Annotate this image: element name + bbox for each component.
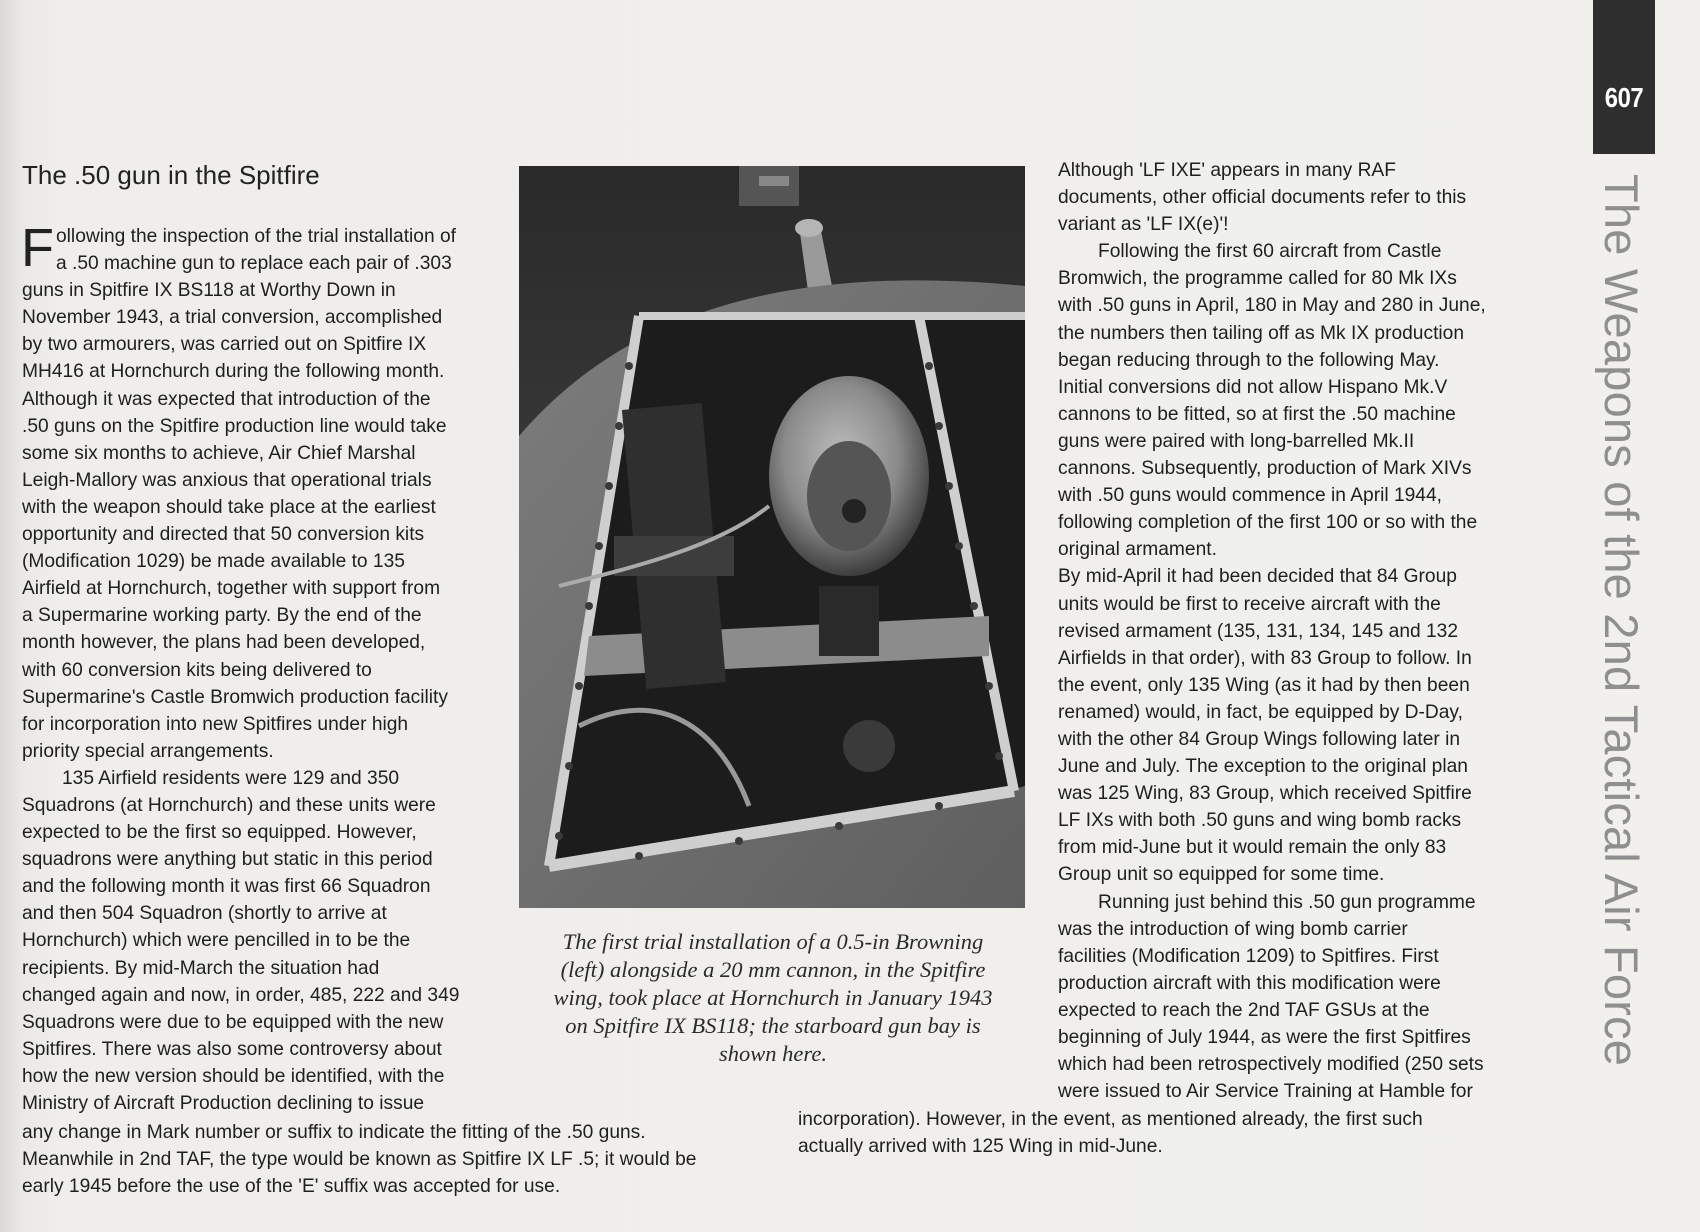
caption-line: (left) alongside a 20 mm cannon, in the Spitfire — [560, 957, 986, 982]
text-line: Running just behind this .50 gun programme — [1098, 891, 1476, 913]
text-line: the numbers then tailing off as Mk IX production — [1058, 322, 1465, 344]
page-number-tab — [1593, 0, 1655, 154]
text-line: Group unit so equipped for some time. — [1058, 864, 1385, 886]
text-line: with .50 guns in April, 180 in May and 280 in June, — [1058, 295, 1486, 317]
text-line: any change in Mark number or suffix to indicate the fitting of the .50 guns. — [22, 1122, 646, 1143]
text-line: MH416 at Hornchurch during the following month. — [22, 361, 445, 383]
text-line: for incorporation into new Spitfires under high — [22, 713, 409, 735]
text-line: Initial conversions did not allow Hispano Mk.V — [1058, 376, 1448, 398]
text-line: which had been retrospectively modified (250 sets — [1058, 1054, 1484, 1076]
text-line: with the other 84 Group Wings following later in — [1058, 728, 1461, 750]
text-line: Bromwich, the programme called for 80 Mk IXs — [1058, 268, 1457, 290]
text-line: Ministry of Aircraft Production declining to issue — [22, 1093, 425, 1114]
text-line: Following the first 60 aircraft from Castle — [1098, 241, 1442, 263]
text-line: Airfields in that order), with 83 Group to follow. In — [1058, 647, 1472, 669]
text-line: By mid-April it had been decided that 84 Group — [1058, 566, 1457, 588]
text-line: guns in Spitfire IX BS118 at Worthy Down in — [22, 280, 396, 302]
text-line: 135 Airfield residents were 129 and 350 — [62, 767, 400, 789]
text-line: and the following month it was first 66 Squadron — [22, 876, 431, 898]
text-line: guns were paired with long-barrelled Mk.II — [1058, 430, 1415, 452]
caption-line: shown here. — [719, 1041, 827, 1066]
text-line: Airfield at Hornchurch, together with support from — [22, 578, 441, 600]
text-line: (Modification 1029) be made available to 135 — [22, 551, 405, 573]
text-line: with 60 conversion kits being delivered to — [22, 659, 372, 681]
text-line: by two armourers, was carried out on Spitfire IX — [22, 334, 427, 356]
text-line: early 1945 before the use of the 'E' suffix was accepted for use. — [22, 1176, 561, 1198]
text-line: was 125 Wing, 83 Group, which received Spitfire — [1058, 783, 1472, 805]
text-line: Squadrons were due to be equipped with the new — [22, 1011, 444, 1033]
text-line: cannons to be fitted, so at first the .50 machine — [1058, 403, 1456, 425]
text-line: June and July. The exception to the original plan — [1058, 756, 1468, 778]
text-line: changed again and now, in order, 485, 222 and 349 — [22, 984, 460, 1006]
text-line: how the new version should be identified, with the — [22, 1065, 445, 1087]
photo-illustration — [519, 166, 1025, 908]
text-line: opportunity and directed that 50 conversion kits — [22, 524, 425, 546]
text-line: from mid-June but it would remain the only 83 — [1058, 837, 1447, 859]
text-line: production aircraft with this modification were — [1058, 972, 1441, 994]
text-line: Although it was expected that introduction of the — [22, 388, 431, 410]
caption-line: wing, took place at Hornchurch in January 1943 — [553, 985, 993, 1010]
text-line: .50 guns on the Spitfire production line would take — [22, 415, 447, 437]
text-line: Hornchurch) which were pencilled in to be the — [22, 930, 411, 952]
text-line: began reducing through to the following May. — [1058, 349, 1440, 371]
text-line: some six months to achieve, Air Chief Marshal — [22, 442, 416, 464]
text-line: renamed) would, in fact, be equipped by D-Day, — [1058, 701, 1463, 723]
text-line: original armament. — [1058, 539, 1217, 561]
text-line: Leigh-Mallory was anxious that operational trials — [22, 469, 432, 491]
text-line: with the weapon should take place at the earliest — [22, 496, 436, 518]
text-line: squadrons were anything but static in this period — [22, 849, 433, 871]
text-line: month however, the plans had been developed, — [22, 632, 426, 654]
page-number: 607 — [1604, 82, 1644, 113]
text-line: recipients. By mid-March the situation had — [22, 957, 380, 979]
text-line: November 1943, a trial conversion, accomplished — [22, 307, 443, 329]
text-line: LF IXs with both .50 guns and wing bomb racks — [1058, 810, 1462, 832]
text-line: expected to be the first so equipped. However, — [22, 822, 417, 844]
text-line: following completion of the first 100 or so with the — [1058, 512, 1478, 534]
text-line: documents, other official documents refer to this — [1058, 187, 1467, 209]
text-line: variant as 'LF IX(e)'! — [1058, 214, 1229, 236]
text-line: beginning of July 1944, as were the first Spitfires — [1058, 1027, 1471, 1048]
drop-cap: F — [21, 218, 54, 278]
photo-caption — [525, 928, 1021, 1068]
caption-line: The first trial installation of a 0.5-in Browning — [562, 929, 984, 954]
running-title: The Weapons of the 2nd Tactical Air Force — [1595, 174, 1648, 1067]
text-line: ollowing the inspection of the trial installation of — [56, 226, 456, 247]
text-line: was the introduction of wing bomb carrier — [1058, 918, 1408, 940]
gun-bay-photo — [519, 166, 1025, 908]
text-line: Supermarine's Castle Bromwich production facility — [22, 686, 448, 708]
text-line: a .50 machine gun to replace each pair of .303 — [56, 253, 452, 275]
text-line: facilities (Modification 1209) to Spitfires. First — [1058, 945, 1439, 967]
text-line: actually arrived with 125 Wing in mid-June. — [798, 1136, 1163, 1158]
text-line: cannons. Subsequently, production of Mark XIVs — [1058, 458, 1472, 480]
text-line: with .50 guns would commence in April 1944, — [1058, 485, 1442, 507]
text-line: a Supermarine working party. By the end of the — [22, 605, 422, 627]
text-line: units would be first to receive aircraft with the — [1058, 593, 1441, 615]
text-line: and then 504 Squadron (shortly to arrive at — [22, 903, 387, 925]
caption-line: on Spitfire IX BS118; the starboard gun bay is — [565, 1013, 981, 1038]
right-column — [1058, 157, 1518, 1105]
text-line: Squadrons (at Hornchurch) and these units were — [22, 794, 436, 816]
left-column — [21, 218, 492, 1117]
bottom-right-text — [798, 1106, 1518, 1160]
article-title: The .50 gun in the Spitfire — [22, 160, 320, 190]
text-line: incorporation). However, in the event, as mentioned already, the first such — [798, 1109, 1423, 1130]
text-line: Spitfires. There was also some controversy about — [22, 1038, 442, 1060]
text-line: priority special arrangements. — [22, 740, 274, 762]
text-line: revised armament (135, 131, 134, 145 and 132 — [1058, 620, 1459, 642]
text-line: expected to reach the 2nd TAF GSUs at the — [1058, 999, 1430, 1021]
text-line: Meanwhile in 2nd TAF, the type would be known as Spitfire IX LF .5; it would be — [22, 1149, 697, 1171]
bottom-left-text — [22, 1119, 782, 1200]
text-line: the event, only 135 Wing (as it had by then been — [1058, 674, 1470, 696]
text-line: were issued to Air Service Training at Hamble for — [1058, 1081, 1473, 1103]
text-line: Although 'LF IXE' appears in many RAF — [1058, 160, 1396, 181]
